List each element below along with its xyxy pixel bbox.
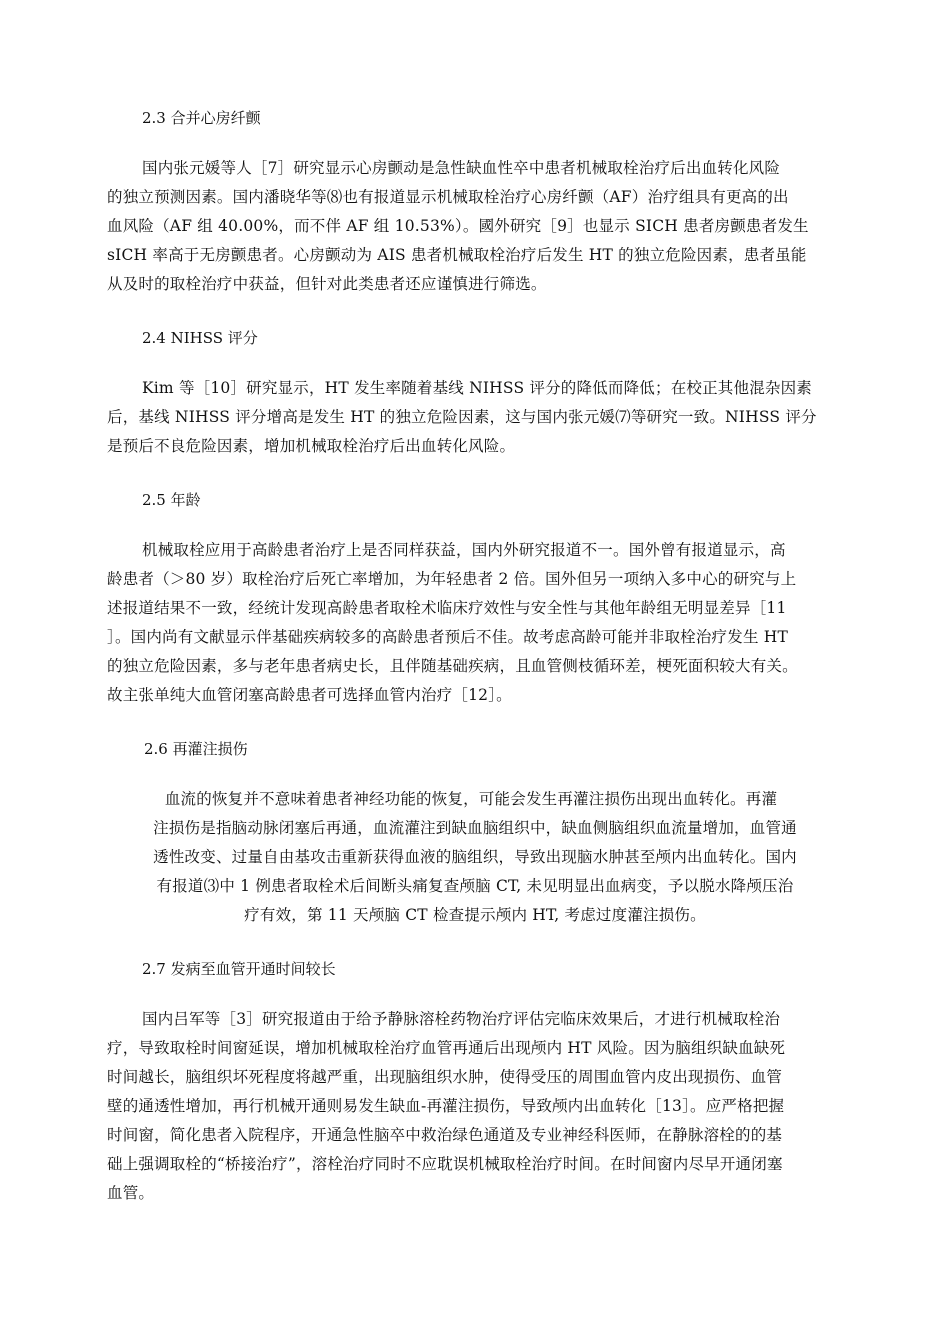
paragraph-line: 故主张单纯大血管闭塞高龄患者可选择血管内治疗［12］。 — [107, 686, 512, 704]
paragraph-line: Kim 等［10］研究显示，HT 发生率随着基线 NIHSS 评分的降低而降低；在校正其他混杂因素 — [142, 379, 812, 397]
paragraph-line: 血风险（AF 组 40.00%，而不伴 AF 组 10.53%）。國外研究［9］也显示 SICH 患者房颤患者发生 — [107, 217, 809, 235]
paragraph-line: sICH 率高于无房颤患者。心房颤动为 AIS 患者机械取栓治疗后发生 HT 的独立危险因素，患者虽能 — [107, 246, 807, 264]
paragraph-line: 础上强调取栓的“桥接治疗”，溶栓治疗同时不应耽误机械取栓治疗时间。在时间窗内尽早开通闭塞 — [107, 1155, 783, 1173]
paragraph-line: 血管。 — [107, 1184, 155, 1202]
paragraph-line: 时间窗，简化患者入院程序，开通急性脑卒中救治绿色通道及专业神经科医师，在静脉溶栓的的基 — [107, 1126, 783, 1144]
paragraph-line: 壁的通透性增加，再行机械开通则易发生缺血-再灌注损伤，导致颅内出血转化［13］。应严格把握 — [107, 1097, 785, 1115]
paragraph-line: 疗，导致取栓时间窗延误，增加机械取栓治疗血管再通后出现颅内 HT 风险。因为脑组织缺血缺死 — [107, 1039, 786, 1057]
section-heading-2-4: 2.4 NIHSS 评分 — [142, 329, 258, 347]
paragraph-line: 是预后不良危险因素，增加机械取栓治疗后出血转化风险。 — [107, 437, 516, 455]
paragraph-line: 机械取栓应用于高龄患者治疗上是否同样获益，国内外研究报道不一。国外曾有报道显示，高 — [142, 541, 786, 559]
paragraph-line: 的独立危险因素，多与老年患者病史长，且伴随基础疾病，且血管侧枝循环差，梗死面积较大有关。 — [107, 657, 798, 675]
paragraph-line: 注损伤是指脑动脉闭塞后再通，血流灌注到缺血脑组织中，缺血侧脑组织血流量增加，血管通 — [153, 819, 797, 837]
section-heading-2-3: 2.3 合并心房纤颤 — [142, 109, 261, 127]
paragraph-line: 从及时的取栓治疗中获益，但针对此类患者还应谨慎进行筛选。 — [107, 275, 547, 293]
section-heading-2-5: 2.5 年龄 — [142, 491, 201, 509]
paragraph-line: 龄患者（＞80 岁）取栓治疗后死亡率增加，为年轻患者 2 倍。国外但另一项纳入多中心的研究与上 — [107, 570, 797, 588]
section-heading-2-7: 2.7 发病至血管开通时间较长 — [142, 960, 336, 978]
paragraph-line: ］。国内尚有文献显示伴基础疾病较多的高龄患者预后不佳。故考虑高龄可能并非取栓治疗发生 HT — [107, 628, 789, 646]
paragraph-line: 透性改变、过量自由基攻击重新获得血液的脑组织，导致出现脑水肿甚至颅内出血转化。国内 — [153, 848, 797, 866]
paragraph-line: 述报道结果不一致，经统计发现高龄患者取栓术临床疗效性与安全性与其他年龄组无明显差异［11 — [107, 599, 787, 617]
paragraph-line: 的独立预测因素。国内潘晓华等⑻也有报道显示机械取栓治疗心房纤颤（AF）治疗组具有更高的出 — [107, 188, 789, 206]
paragraph-line: 有报道⑶中 1 例患者取栓术后间断头痛复查颅脑 CT, 未见明显出血病变，予以脱水降颅压治 — [156, 877, 794, 895]
paragraph-line: 血流的恢复并不意味着患者神经功能的恢复，可能会发生再灌注损伤出现出血转化。再灌 — [164, 790, 778, 808]
paragraph-line: 国内张元媛等人［7］研究显示心房颤动是急性缺血性卒中患者机械取栓治疗后出血转化风险 — [142, 159, 781, 177]
section-heading-2-6: 2.6 再灌注损伤 — [144, 740, 248, 758]
paragraph-line: 时间越长，脑组织坏死程度将越严重，出现脑组织水肿，使得受压的周围血管内皮出现损伤、血管 — [107, 1068, 783, 1086]
paragraph-line: 疗有效，第 11 天颅脑 CT 检查提示颅内 HT, 考虑过度灌注损伤。 — [244, 906, 706, 924]
paragraph-line: 后，基线 NIHSS 评分增高是发生 HT 的独立危险因素，这与国内张元媛⑺等研究一致。NIHSS 评分 — [107, 408, 817, 426]
paragraph-line: 国内吕军等［3］研究报道由于给予静脉溶栓药物治疗评估完临床效果后，才进行机械取栓治 — [142, 1010, 781, 1028]
